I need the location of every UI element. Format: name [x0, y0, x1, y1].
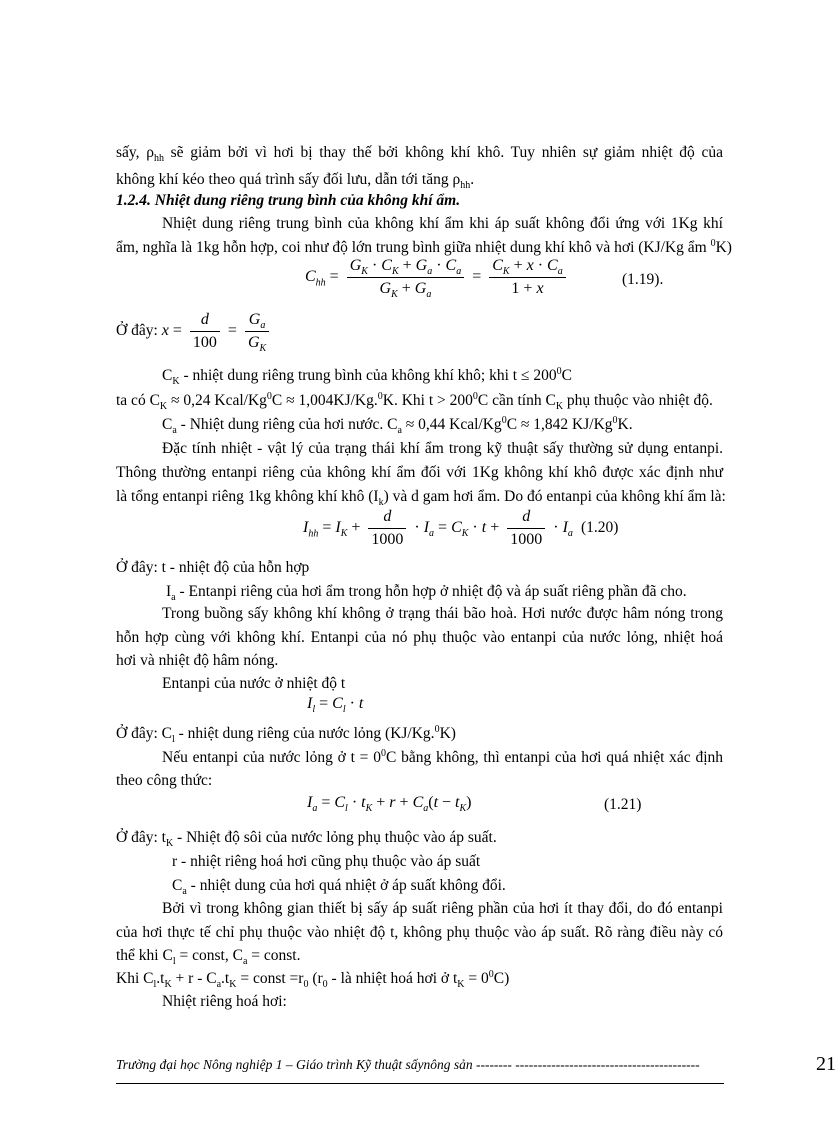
equation-1-19-number: (1.19).	[622, 271, 664, 288]
equation-1-20-number: (1.20)	[581, 519, 619, 536]
para2-line2: ẩm, nghĩa là 1kg hỗn hợp, coi như độ lớn trung bình giữa nhiệt dung khí khô và hơi (KJ/Kg ẩm $^0$K)	[116, 237, 732, 256]
cl-line: Ở đây: $C_l$ - nhiệt dung riêng của nước lỏng (KJ/Kg.$^0$K)	[116, 723, 456, 746]
r-line: r - nhiệt riêng hoá hơi cũng phụ thuộc vào áp suất	[172, 853, 481, 870]
para4-line2: hỗn hợp cùng với không khí. Entanpi của nó phụ thuộc vào entanpi của nước lỏng, nhiệt hoá	[116, 629, 723, 646]
ia-line: $I_a$ - Entanpi riêng của hơi ẩm trong hỗn hợp ở nhiệt độ và áp suất riêng phần đã cho.	[166, 583, 687, 604]
para3-line3: là tổng entanpi riêng 1kg không khí khô $(I_k)$ và d gam hơi ẩm. Do đó entanpi của không khí ẩm là:	[116, 488, 726, 509]
equation-1-20: $I_{hh} = I_K$ + $\frac{d}{1000}$ · $I_a = C_K \cdot t$ + $\frac{d}{1000}$ · $I_a$	[303, 508, 573, 548]
footer-text: Trường đại học Nông nghiệp 1 – Giáo trình Kỹ thuật sấynông sản -------- -----------------------------------------	[116, 1057, 700, 1072]
equation-1-19: $C_{hh}$ = $\frac{G_K \cdot C_K + G_a \cdot C_a}{G_K + G_a}$ = $\frac{C_K + x \cdot C_a}{1 + x}$	[305, 257, 570, 298]
water-enthalpy-line: Entanpi của nước ở nhiệt độ t	[162, 675, 346, 692]
ck-line2: ta có $C_K \approx 0,24$ Kcal/$Kg^0C \approx 1,004KJ/Kg.^0K$. Khi $t > 200^0C$ cần tính $C_K$ phụ thuộc vào nhiệt độ.	[116, 390, 713, 413]
tk-line: Ở đây: $t_K$ - Nhiệt độ sôi của nước lỏng phụ thuộc vào áp suất.	[116, 829, 497, 850]
para6-line3: thể khi $C_l$ = const, $C_a$ = const.	[116, 947, 301, 968]
ck-line1: $C_K$ - nhiệt dung riêng trung bình của không khí khô; khi $t \le 200^0C$	[162, 365, 572, 388]
para5-line1: Nếu entanpi của nước lỏng ở $t = 0^0C$ bằng không, thì entanpi của hơi quá nhiệt xác định	[162, 747, 724, 766]
equation-1-21: $I_a = C_l \cdot t_K + r + C_a(t - t_K)$	[307, 794, 472, 815]
last-line: Nhiệt riêng hoá hơi:	[162, 993, 287, 1010]
para6-line1: Bởi vì trong không gian thiết bị sấy áp suất riêng phần của hơi ít thay đổi, do đó entanpi	[162, 900, 723, 917]
khi-line: Khi $C_l.t_K + r - C_a.t_K$ = const $=r_0$ ($r_0$ - là nhiệt hoá hơi ở $t_K = 0^0C$)	[116, 968, 510, 991]
page-footer	[116, 1053, 836, 1084]
ca-superheat-line: $C_a$ - nhiệt dung của hơi quá nhiệt ở áp suất không đổi.	[172, 877, 506, 898]
para3-line2: Thông thường entanpi riêng của không khí ẩm đối với 1Kg không khí khô được xác định như	[116, 464, 723, 481]
para1-line2: không khí kéo theo quá trình sấy đối lưu, dẫn tới tăng $\rho_{hh}$.	[116, 171, 475, 192]
para3-line1: Đặc tính nhiệt - vật lý của trạng thái khí ẩm trong kỹ thuật sấy thường sử dụng entanpi.	[162, 440, 723, 457]
para4-line1: Trong buồng sấy không khí không ở trạng thái bão hoà. Hơi nước được hâm nóng trong	[162, 605, 723, 622]
equation-1-21-number: (1.21)	[604, 796, 642, 813]
para5-line2: theo công thức:	[116, 772, 213, 789]
where-t-line: Ở đây: t - nhiệt độ của hỗn hợp	[116, 559, 310, 576]
para4-line3: hơi và nhiệt độ hâm nóng.	[116, 652, 279, 669]
ca-line: $C_a$ - Nhiệt dung riêng của hơi nước. $C_a \approx 0,44$ Kcal/$Kg^0C \approx 1,842$ KJ/Kg$^0$K.	[162, 414, 633, 437]
equation-il: $I_l = C_l \cdot t$	[307, 695, 364, 716]
para6-line2: của hơi thực tế chỉ phụ thuộc vào nhiệt độ t, không phụ thuộc vào áp suất. Rõ ràng điều này có	[116, 924, 723, 941]
page-number: 21	[816, 1053, 836, 1075]
section-heading: 1.2.4. Nhiệt dung riêng trung bình của không khí ẩm.	[116, 192, 461, 209]
equation-x: Ở đây: x = $\frac{d}{100}$ = $\frac{G_a}{G_K}$	[116, 311, 273, 352]
para1-line1: sấy, $\rho_{hh}$ sẽ giảm bởi vì hơi bị thay thế bởi không khí khô. Tuy nhiên sự giảm nhiệt độ của	[116, 144, 723, 165]
para2-line1: Nhiệt dung riêng trung bình của không khí ẩm khi áp suất không đổi ứng với 1Kg khí	[162, 215, 723, 232]
